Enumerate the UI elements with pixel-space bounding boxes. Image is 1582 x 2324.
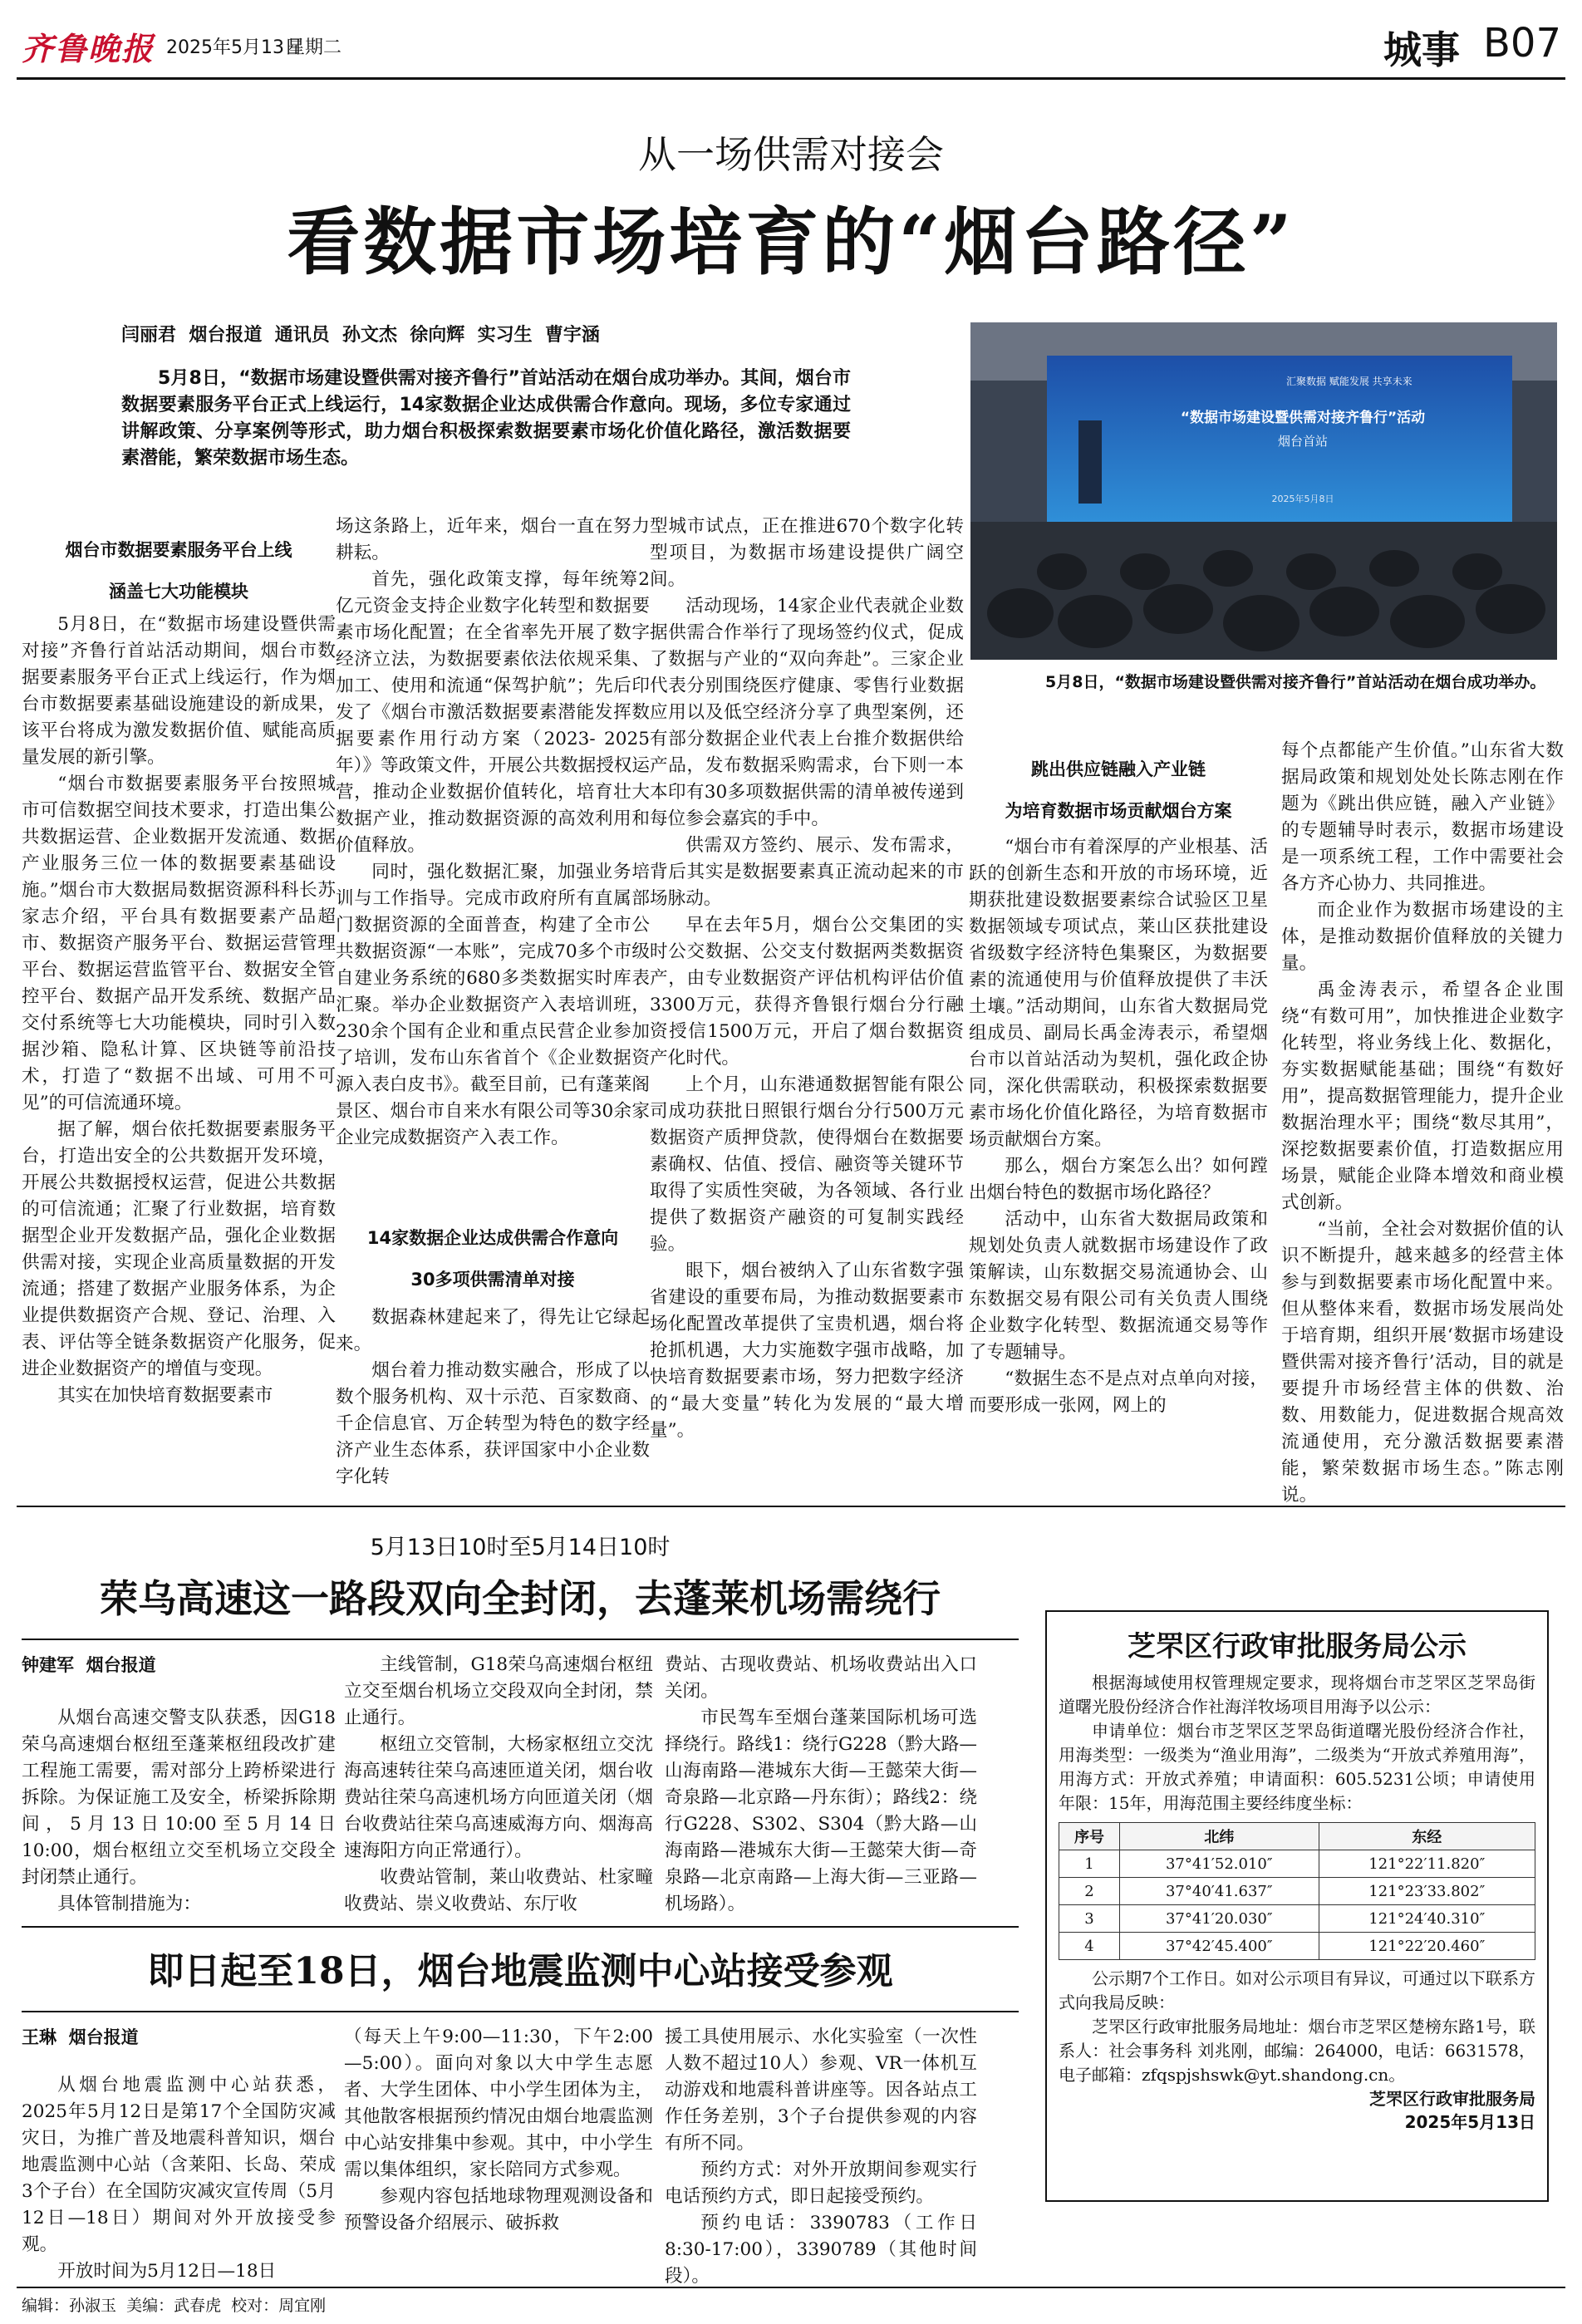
paragraph: 早在去年5月，烟台公交集团的实时公交数据、公交支付数据两类数据资产，由专业数据资产评估机构评估价值3300万元，获得齐鲁银行烟台分行融资授信1500万元，开启了烟台数据资产化时代。	[650, 915, 964, 1069]
article2-col-1	[22, 1705, 336, 1918]
paragraph: 主线管制，G18荣乌高速烟台枢纽立交至烟台机场立交段双向全封闭，禁止通行。	[344, 1654, 653, 1728]
article3-divider	[22, 1926, 1019, 1928]
paragraph: 眼下，烟台被纳入了山东省数字强省建设的重要布局，为推动数据要素市场化配置改革提供了宝贵机遇，烟台将抢抓机遇，大力实施数字强市战略，加快培育数据要素市场，努力把数字经济的“最大变量”转化为发展的“最大增量”。	[650, 1260, 964, 1441]
paragraph: 而企业作为数据市场建设的主体，是推动数据价值释放的关键力量。	[1281, 900, 1564, 974]
col-header-index: 序号	[1059, 1823, 1120, 1850]
table-header-row	[1059, 1823, 1535, 1850]
article3-col-3	[665, 2024, 977, 2285]
subhead-3-line2: 为培育数据市场贡献烟台方案	[1005, 801, 1232, 821]
subhead-2-line2: 30多项供需清单对接	[410, 1270, 575, 1290]
main-col-5	[1281, 738, 1564, 1506]
cell-lon: 121°24′40.310″	[1319, 1905, 1535, 1933]
page-number: B07	[1483, 20, 1562, 66]
cell-lat: 37°40′41.637″	[1120, 1878, 1319, 1905]
paragraph: “数据生态不是点对点单向对接，而要形成一张网，网上的	[969, 1368, 1268, 1416]
subhead-2	[336, 1225, 650, 1293]
section-name: 城事	[1383, 27, 1460, 72]
subhead-1-line1: 烟台市数据要素服务平台上线	[65, 540, 292, 560]
article3-rule	[22, 2011, 1019, 2012]
cell-lon: 121°22′11.820″	[1319, 1850, 1535, 1878]
article3-col-2	[344, 2024, 653, 2285]
article2-headline: 荣乌高速这一路段双向全封闭，去蓬莱机场需绕行	[100, 1576, 941, 1621]
notice-title: 芝罘区行政审批服务局公示	[1128, 1630, 1467, 1663]
paragraph: 上个月，山东港通数据智能有限公司成功获批日照银行烟台分行500万元数据资产质押贷款，使得烟台在数据要素确权、估值、授信、融资等关键环节取得了实质性突破，为各领域、各行业提供了数据资产融资的可复制实践经验。	[650, 1074, 964, 1255]
paragraph: 援工具使用展示、水化实验室（一次性人数不超过10人）参观、VR一体机互动游戏和地震科普讲座等。因各站点工作任务差别，3个子台提供参观的内容有所不同。	[665, 2027, 977, 2154]
notice-details: 申请单位：烟台市芝罘区芝罘岛街道曙光股份经济合作社，用海类型：一级类为“渔业用海”，二级类为“开放式养殖用海”，用海方式：开放式养殖；申请面积：605.5231公顷；申请使用年限：15年，用海范围主要经纬度坐标：	[1059, 1721, 1535, 1813]
paragraph: 活动中，山东省大数据局政策和规划处负责人就数据市场建设作了政策解读，山东数据交易流通协会、山东数据交易有限公司有关负责人围绕企业数字化转型、数据流通交易等作了专题辅导。	[969, 1209, 1268, 1363]
paragraph: 同时，强化数据汇聚，加强业务培训与工作指导。完成市政府所有直属部门数据资源的全面普查，构建了全市公共数据资源“一本账”，完成70多个市级自建业务系统的680多类数据实时库表汇聚。举办企业数据资产入表培训班，230余个国有企业和重点民营企业参加了培训，发布山东省首个《企业数据资源入表白皮书》。截至目前，已有蓬莱阁景区、烟台市自来水有限公司等30余家企业完成数据资产入表工作。	[336, 862, 650, 1148]
table-row	[1059, 1850, 1535, 1878]
paragraph: “当前，全社会对数据价值的认识不断提升，越来越多的经营主体参与到数据要素市场化配置中来。但从整体来看，数据市场发展尚处于培育期，组织开展‘数据市场建设暨供需对接齐鲁行’活动，目的就是要提升市场经营主体的供数、治数、用数能力，促进数据合规高效流通使用，充分激活数据要素潜能，繁荣数据市场生态。”陈志刚说。	[1281, 1219, 1564, 1506]
photo-screen-date: 2025年5月8日	[1271, 494, 1334, 504]
main-lead: 5月8日，“数据市场建设暨供需对接齐鲁行”首站活动在烟台成功举办。其间，烟台市数据要素服务平台正式上线运行，14家数据企业达成供需合作意向。现场，多位专家通过讲解政策、分享案例等形式，助力烟台积极探索数据要素市场化价值化路径，激活数据要素潜能，繁荣数据市场生态。	[121, 368, 851, 469]
subhead-1-line2: 涵盖七大功能模块	[109, 582, 248, 602]
main-headline: 看数据市场培育的“烟台路径”	[287, 199, 1295, 285]
main-col-1	[22, 612, 336, 1494]
issue-date: 2025年5月13日	[166, 37, 302, 58]
paragraph: 场这条路上，近年来，烟台一直在努力耕耘。	[336, 516, 650, 563]
notice-contact: 芝罘区行政审批服务局地址：烟台市芝罘区楚榜东路1号，联系人：社会事务科 刘兆刚，邮编：264000，电话：6631578，电子邮箱：zfqspjshswk@yt.shandong.cn。	[1059, 2017, 1535, 2085]
paragraph: 那么，烟台方案怎么出？如何蹚出烟台特色的数据市场化路径？	[969, 1156, 1268, 1203]
notice-period: 公示期7个工作日。如对公示项目有异议，可通过以下联系方式向我局反映：	[1059, 1968, 1535, 2012]
paragraph: “烟台市数据要素服务平台按照城市可信数据空间技术要求，打造出集公共数据运营、企业数据开发流通、数据产业服务三位一体的数据要素基础设施。”烟台市大数据局数据资源科科长苏家志介绍，平台具有数据要素产品超市、数据资产服务平台、数据运营管理平台、数据运营监管平台、数据安全管控平台、数据产品开发系统、数据产品交付系统等七大功能模块，同时引入数据沙箱、隐私计算、区块链等前沿技术，打造了“数据不出域、可用不可见”的可信流通环境。	[22, 774, 336, 1113]
paragraph: 禹金涛表示，希望各企业围绕“有数可用”，加快推进企业数字化转型，将业务线上化、数据化，夯实数据赋能基础；围绕“有数好用”，提高数据管理能力，提升企业数据治理水平；围绕“数尽其用”，深挖数据要素价值，打造数据应用场景，赋能企业降本增效和商业模式创新。	[1281, 980, 1564, 1213]
notice-intro: 根据海域使用权管理规定要求，现将烟台市芝罘区芝罘岛街道曙光股份经济合作社海洋牧场项目用海予以公示：	[1059, 1673, 1535, 1717]
main-col-3	[650, 513, 964, 1494]
footer-credits: 编辑：孙淑玉 美编：武春虎 校对：周宜刚	[22, 2297, 327, 2315]
article2-kicker: 5月13日10时至5月14日10时	[370, 1535, 671, 1560]
article2-rule	[22, 1639, 1019, 1640]
main-col-2b	[336, 1304, 650, 1494]
photo-screen-slogan: 汇聚数据 赋能发展 共享未来	[1286, 376, 1412, 387]
paragraph: 收费站管制，莱山收费站、杜家疃收费站、崇义收费站、东厅收	[344, 1867, 653, 1914]
photo-caption: 5月8日，“数据市场建设暨供需对接齐鲁行”首站活动在烟台成功举办。	[1045, 673, 1546, 691]
article2-col-2	[344, 1652, 653, 1918]
paragraph: 供需双方签约、展示、发布需求，背后其实是数据要素真正流动起来的市场脉动。	[650, 835, 964, 909]
paragraph: 首先，强化政策支撑，每年统筹2亿元资金支持企业数字化转型和数据要素市场化配置；在全省率先开展了数字经济立法，为数据要素依法依规采集、加工、使用和流通“保驾护航”；先后印发了《烟台市激活数据要素潜能发挥数据要素作用行动方案（2023- 2025年）》等政策文件，开展公共数据授权运营，推动企业数据价值转化，培育壮大数据产业，推动数据资源的高效利用和价值释放。	[336, 569, 650, 856]
paragraph: 从烟台高速交警支队获悉，因G18荣乌高速烟台枢纽至蓬莱枢纽段改扩建工程施工需要，需对部分上跨桥梁进行拆除。为保证施工及安全，桥梁拆除期间，5月13日10:00至5月14日10:00，烟台枢纽立交至机场立交段全封闭禁止通行。	[22, 1707, 336, 1888]
paragraph: 枢纽立交管制，大杨家枢纽立交沈海高速转往荣乌高速匝道关闭，烟台收费站往荣乌高速机场方向匝道关闭（烟台收费站往荣乌高速威海方向、烟海高速海阳方向正常通行）。	[344, 1734, 653, 1861]
cell-lat: 37°41′52.010″	[1120, 1850, 1319, 1878]
paragraph: 每个点都能产生价值。”山东省大数据局政策和规划处处长陈志刚在作题为《跳出供应链，融入产业链》的专题辅导时表示，数据市场建设是一项系统工程，工作中需要社会各方齐心协力、共同推进。	[1281, 740, 1564, 894]
photo-screen-title: “数据市场建设暨供需对接齐鲁行”活动	[1180, 410, 1426, 426]
subhead-2-line1: 14家数据企业达成供需合作意向	[366, 1228, 619, 1248]
subhead-3-line1: 跳出供应链融入产业链	[1031, 759, 1206, 779]
paragraph: 数据森林建起来了，得先让它绿起来。	[336, 1307, 650, 1354]
article3-headline: 即日起至18日，烟台地震监测中心站接受参观	[147, 1950, 893, 1992]
article2-col-3	[665, 1652, 977, 1918]
paragraph: 其实在加快培育数据要素市	[57, 1385, 273, 1406]
cell-index: 3	[1059, 1905, 1120, 1933]
paragraph: （每天上午9:00—11:30，下午2:00—5:00）。面向对象以大中学生志愿者、大学生团体、中小学生团体为主，其他散客根据预约情况由烟台地震监测中心站安排集中参观。其中，中小学生需以集体组织，家长陪同方式参观。	[344, 2027, 653, 2180]
article2-byline: 钟建军 烟台报道	[22, 1655, 156, 1675]
paragraph: 从烟台地震监测中心站获悉，2025年5月12日是第17个全国防灾减灾日，为推广普及地震科普知识，烟台地震监测中心站（含莱阳、长岛、荣成3个子台）在全国防灾减灾宣传周（5月12日—18日）期间对外开放接受参观。	[22, 2075, 336, 2255]
paragraph: 预约电话：3390783（工作日8:30-17:00），3390789（其他时间段）。	[665, 2213, 977, 2287]
paragraph: 活动现场，14家企业代表就企业数据供需合作举行了现场签约仪式，促成了数据与产业的“双向奔赴”。三家企业代表分别围绕医疗健康、零售行业数据应用以及低空经济分享了典型案例，还有部分数据企业代表上台推介数据供给产品，发布数据采购需求，台下则一本本印有30多项数据供需的清单被传递到每位参会嘉宾的手中。	[650, 596, 964, 829]
event-photo	[970, 322, 1557, 660]
main-col-2a	[336, 513, 650, 1228]
paragraph: 烟台着力推动数实融合，形成了以数个服务机构、双十示范、百家数商、千企信息官、万企转型为特色的数字经济产业生态体系，获评国家中小企业数字化转	[336, 1360, 650, 1487]
cell-index: 1	[1059, 1850, 1120, 1878]
col-header-lat: 北纬	[1120, 1823, 1319, 1850]
coordinates-table	[1059, 1822, 1535, 1960]
paragraph: 据了解，烟台依托数据要素服务平台，打造出安全的公共数据开发环境，开展公共数据授权运营，促进公共数据的可信流通；汇聚了行业数据，培育数据型企业开发数据产品，强化企业数据供需对接，实现企业高质量数据的开发流通；搭建了数据产业服务体系，为企业提供数据资产合规、登记、治理、入表、评估等全链条数据资产化服务，促进企业数据资产的增值与变现。	[22, 1119, 336, 1379]
paragraph: 参观内容包括地球物理观测设备和预警设备介绍展示、破拆救	[344, 2186, 653, 2233]
table-row	[1059, 1878, 1535, 1905]
paragraph: 型城市试点，正在推进670个数字化转型项目，为数据市场建设提供广阔空间。	[650, 516, 964, 590]
main-kicker: 从一场供需对接会	[638, 132, 944, 177]
section-divider	[17, 1506, 1565, 1507]
table-row	[1059, 1905, 1535, 1933]
notice-signature: 芝罘区行政审批服务局	[1369, 2089, 1535, 2109]
issue-weekday: 星期二	[287, 37, 342, 58]
cell-lat: 37°41′20.030″	[1120, 1905, 1319, 1933]
masthead-rule	[17, 77, 1565, 80]
subhead-3	[969, 756, 1268, 824]
article3-byline: 王琳 烟台报道	[22, 2027, 139, 2047]
paragraph: 预约方式：对外开放期间参观实行电话预约方式，即日起接受预约。	[665, 2159, 977, 2207]
paragraph: 费站、古现收费站、机场收费站出入口关闭。	[665, 1654, 977, 1702]
paragraph: 5月8日，在“数据市场建设暨供需对接”齐鲁行首站活动期间，烟台市数据要素服务平台正式上线运行，作为烟台市数据要素基础设施建设的新成果，该平台将成为激发数据价值、赋能高质量发展的新引擎。	[22, 614, 336, 768]
cell-index: 4	[1059, 1933, 1120, 1960]
paragraph: 开放时间为5月12日—18日	[57, 2261, 277, 2282]
paragraph: 市民驾车至烟台蓬莱国际机场可选择绕行。路线1：绕行G228（黔大路—山海南路—港城东大街—王懿荣大街—奇泉路—北京路—丹东街）；路线2：绕行G228、S302、S304（黔大路—山海南路—港城东大街—王懿荣大街—奇泉路—北京南路—上海大街—三亚路—机场路）。	[665, 1707, 977, 1914]
subhead-1	[22, 537, 336, 605]
col-header-lon: 东经	[1319, 1823, 1535, 1850]
main-byline: 闫丽君 烟台报道 通讯员 孙文杰 徐向辉 实习生 曹宇涵	[121, 325, 600, 346]
article3-col-1	[22, 2072, 336, 2285]
main-col-4	[969, 834, 1268, 1494]
cell-lon: 121°23′33.802″	[1319, 1878, 1535, 1905]
masthead	[17, 0, 1565, 75]
paragraph: 具体管制措施为：	[57, 1894, 201, 1914]
table-row	[1059, 1933, 1535, 1960]
notice-box	[1045, 1610, 1549, 2202]
footer-rule	[17, 2287, 1565, 2288]
photo-screen-subtitle: 烟台首站	[1277, 434, 1328, 449]
cell-lat: 37°42′45.400″	[1120, 1933, 1319, 1960]
cell-index: 2	[1059, 1878, 1120, 1905]
cell-lon: 121°22′20.460″	[1319, 1933, 1535, 1960]
paragraph: “烟台市有着深厚的产业根基、活跃的创新生态和开放的市场环境，近期获批建设数据要素综合试验区卫星数据领域专项试点，莱山区获批建设省级数字经济特色集聚区，为数据要素的流通使用与价值释放提供了丰沃土壤。”活动期间，山东省大数据局党组成员、副局长禹金涛表示，希望烟台市以首站活动为契机，强化政企协同，深化供需联动，积极探索数据要素市场化价值化路径，为培育数据市场贡献烟台方案。	[969, 837, 1268, 1150]
paper-logo: 齐鲁晚报	[22, 30, 155, 67]
notice-date: 2025年5月13日	[1404, 2112, 1535, 2132]
